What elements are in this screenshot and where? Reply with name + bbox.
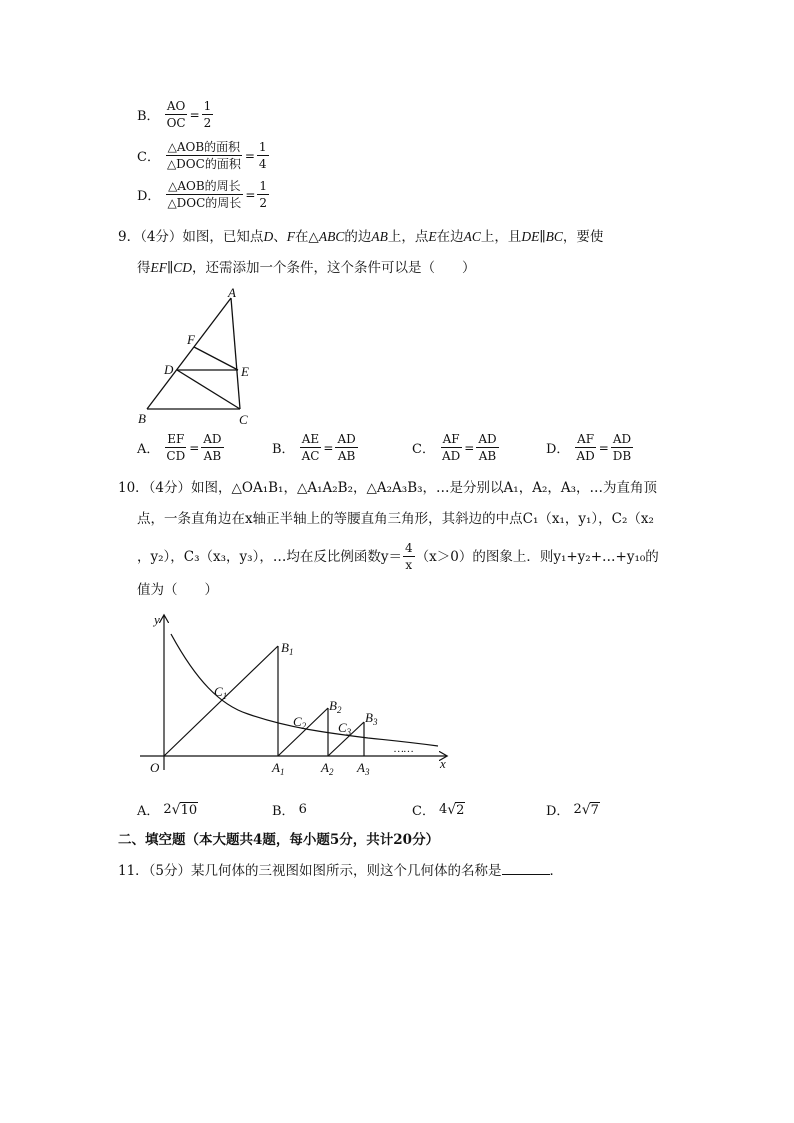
option-label: C． [412, 442, 435, 457]
edge-ac [231, 298, 240, 409]
q9-text: F [286, 229, 295, 244]
option-label: A． [137, 442, 160, 457]
denominator: AB [478, 449, 497, 463]
label-e: E [241, 364, 249, 379]
label-b: B [138, 411, 146, 426]
q10-line-1: 10．（4分）如图，△OA₁B₁，△A₁A₂B₂，△A₂A₃B₃，…是分别以A₁，A₂，A₃，…为直角顶 [118, 480, 658, 496]
numerator: △AOB的面积 [167, 140, 241, 154]
q10-line-2: 点，一条直角边在x轴正半轴上的等腰直角三角形，其斜边的中点C₁（x₁，y₁），C₂（x₂ [137, 511, 654, 527]
segment-dc [177, 370, 240, 409]
fraction [201, 433, 223, 462]
q11-text: ． [549, 863, 564, 879]
denominator: x [405, 558, 413, 572]
q9-text: BC [545, 229, 563, 244]
q9-text: ∥ [167, 260, 174, 276]
label-o: O [150, 760, 160, 775]
numerator: △AOB的周长 [168, 179, 241, 193]
q9-text: DE [521, 229, 540, 244]
prev-option-d [137, 180, 270, 209]
label-b1: $B_1$ [281, 640, 294, 657]
coefficient: 2 [163, 802, 172, 817]
option-label: B． [137, 109, 160, 124]
fraction [335, 433, 357, 462]
label-c: C [239, 412, 248, 427]
q9-text: 上，且 [480, 229, 522, 245]
equals: = [189, 440, 200, 455]
option-label: C． [412, 804, 435, 819]
label-a2: $A_2$ [321, 760, 334, 777]
q9-option-d [546, 433, 634, 462]
q9-text: AB [371, 229, 388, 244]
q10-option-d [546, 800, 600, 819]
radical-sign: √ [447, 801, 457, 818]
radicand: 10 [180, 802, 198, 818]
q9-line-2 [137, 257, 476, 279]
denominator: AB [203, 449, 222, 463]
label-a: A [228, 285, 236, 300]
equals: = [464, 440, 475, 455]
q9-text: D [263, 229, 274, 244]
q9-text: ，要使 [562, 229, 604, 245]
equals: = [323, 440, 334, 455]
q9-text: E [428, 229, 437, 244]
radicand: 2 [456, 802, 465, 818]
coefficient: 4 [438, 802, 448, 817]
q9-text: 在边 [436, 229, 464, 245]
triangle-1-hypotenuse [164, 646, 278, 756]
denominator: CD [166, 449, 186, 463]
q9-text: ABC [318, 229, 345, 244]
sqrt [582, 802, 600, 818]
option-label: B． [272, 804, 295, 819]
denominator: △DOC的面积 [166, 157, 241, 171]
label-x: x [440, 756, 446, 771]
radical-sign: √ [581, 801, 591, 818]
denominator: AB [337, 449, 356, 463]
numerator: 1 [258, 140, 267, 154]
option-label: D． [137, 189, 161, 204]
q9-option-a [137, 433, 225, 462]
q10-text: ，y₂），C₃（x₃，y₃），…均在反比例函数y＝ [137, 548, 402, 565]
fraction [574, 433, 596, 462]
q10-option-c [412, 800, 465, 819]
sqrt [172, 802, 198, 818]
q10-graph-figure [138, 610, 458, 780]
function-fraction [403, 542, 415, 571]
fraction [165, 100, 188, 129]
fraction [300, 433, 322, 462]
q9-option-c [412, 433, 500, 462]
equals: = [244, 148, 255, 163]
edge-ab [147, 298, 231, 409]
label-b2: $B_2$ [329, 698, 342, 715]
q9-text: 得 [137, 260, 151, 276]
denominator: 4 [258, 157, 267, 171]
answer-blank[interactable] [502, 862, 550, 875]
denominator: AD [576, 449, 595, 463]
segment-ef [194, 347, 238, 370]
numerator: AF [577, 432, 595, 446]
denominator: △DOC的周长 [167, 196, 242, 210]
radicand: 7 [590, 802, 599, 818]
q9-triangle-figure [130, 282, 260, 432]
label-f: F [187, 332, 195, 347]
label-c3: $C_3$ [338, 720, 352, 737]
q10-option-b [272, 800, 307, 819]
q9-text: 的边 [344, 229, 372, 245]
q11-line [118, 860, 563, 882]
numerator: 4 [404, 541, 413, 555]
prev-option-c [137, 141, 270, 170]
label-c1: $C_1$ [214, 684, 228, 701]
q9-text: EF [150, 260, 167, 275]
numerator: AD [478, 432, 497, 446]
option-value: 6 [298, 802, 307, 817]
q9-text: ，还需添加一个条件，这个条件可以是（ ） [192, 260, 476, 276]
numerator: AD [337, 432, 356, 446]
fraction [440, 433, 462, 462]
q9-text: （4分）如图，已知点 [140, 229, 264, 245]
numerator: AD [203, 432, 222, 446]
label-d: D [164, 362, 174, 377]
fraction [611, 433, 633, 462]
denominator: 2 [203, 116, 212, 130]
label-a3: $A_3$ [357, 760, 370, 777]
option-label: D． [546, 804, 570, 819]
q9-text: 在△ [294, 229, 319, 245]
label-y: y [154, 612, 160, 627]
denominator: AD [441, 449, 461, 463]
option-label: B． [272, 442, 295, 457]
radical-sign: √ [171, 801, 181, 818]
fraction [164, 433, 187, 462]
denominator: OC [166, 116, 186, 130]
q11-text: 11．（5分）某几何体的三视图如图所示，则这个几何体的名称是 [118, 863, 502, 879]
option-label: D． [546, 442, 570, 457]
numerator: 1 [203, 99, 212, 113]
q9-text: AC [463, 229, 481, 244]
sqrt [447, 802, 465, 818]
equals: = [598, 440, 609, 455]
label-dots: …… [394, 743, 414, 755]
q10-line-4: 值为（ ） [137, 582, 218, 598]
option-label: A． [137, 804, 160, 819]
fraction [165, 180, 243, 209]
q9-text: CD [173, 260, 193, 275]
fraction [476, 433, 498, 462]
prev-option-b [137, 100, 214, 129]
equals: = [245, 187, 256, 202]
option-label: C． [137, 150, 160, 165]
q9-text: 上，点 [387, 229, 429, 245]
question-number: 9． [118, 229, 141, 245]
q9-line-1 [118, 226, 603, 248]
fraction [257, 141, 269, 170]
q9-text: ∥ [539, 229, 546, 245]
q10-option-a [137, 800, 198, 819]
fraction [202, 100, 214, 129]
q10-text: （x＞0）的图象上．则y₁+y₂+…+y₁₀的 [415, 548, 659, 565]
numerator: AO [166, 99, 186, 113]
label-a1: $A_1$ [272, 760, 285, 777]
q10-line-3 [137, 542, 659, 571]
denominator: 2 [259, 196, 268, 210]
q9-text: 、 [273, 229, 287, 245]
numerator: EF [167, 432, 185, 446]
q9-option-b [272, 433, 359, 462]
equals: = [189, 107, 200, 122]
section-heading: 二、填空题（本大题共4题，每小题5分，共计20分） [118, 832, 440, 848]
fraction [257, 180, 269, 209]
label-c2: $C_2$ [293, 714, 307, 731]
denominator: AC [301, 449, 320, 463]
fraction [165, 141, 243, 170]
label-b3: $B_3$ [365, 710, 378, 727]
numerator: 1 [259, 179, 268, 193]
coefficient: 2 [573, 802, 582, 817]
numerator: AF [442, 432, 460, 446]
denominator: DB [612, 449, 632, 463]
numerator: AD [612, 432, 632, 446]
numerator: AE [301, 432, 320, 446]
